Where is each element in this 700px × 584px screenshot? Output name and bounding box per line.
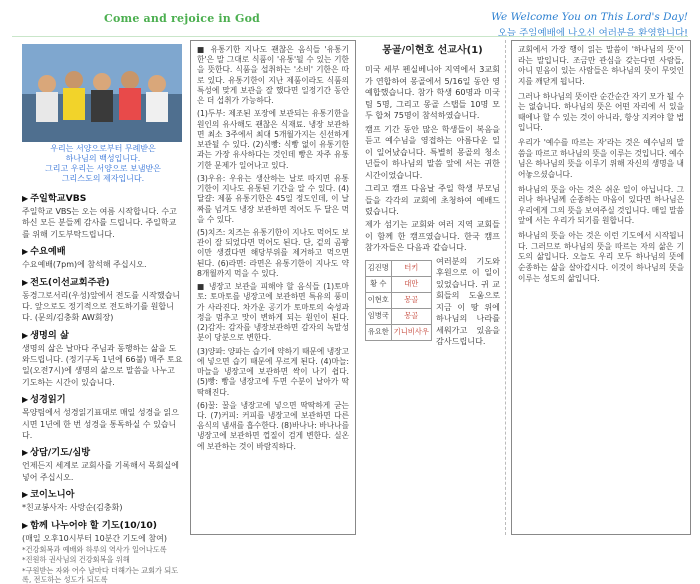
caption-line: 그리스도의 제자입니다. (61, 174, 145, 183)
news-body: (매일 오후10시부터 10분간 기도에 참여) (22, 533, 167, 543)
tips-paragraph: ■ 유통기한 지나도 괜찮은 음식들 '유통기한'은 말 그대로 식품이 '유통'될 수 있는 기한을 뜻한다. 식품을 섭취하는 '소비' 기한은 따로 있다. 유통기한이 지난 제품이라도 식품의 특성에 맞게 보관을 잘 했다면 일정기간 동안은 더 섭취가 가능하다. (197, 45, 349, 106)
caption-line: 하나님의 백성입니다. (65, 154, 141, 163)
roster-country: 몽골 (391, 292, 431, 308)
news-title: 코이노니아 (30, 489, 75, 501)
devotional-paragraph: 하나님의 뜻을 아는 것은 이런 기도에서 시작됩니다. 그러므로 하나님의 뜻을 따르는 자의 삶은 기도의 삶입니다. 오늘도 우리 모두 하나님의 뜻에 순종하는 삶을 살아갑시다. 이것이 하나님의 뜻을 이루는 성도의 삶입니다. (518, 231, 684, 283)
news-heading (22, 329, 184, 342)
tips-paragraph: ■ 냉장고 보관을 피해야 할 음식들 (1)토마토: 토마토를 냉장고에 보관하면 특유의 풍미가 사라진다. 차가운 공기가 토마토의 숙성과정을 멈추고 맛이 변하게 되는 원인이 된다. (2)감자: 감자를 냉장보관하면 감자의 녹말성분이 당분으로 변한다. (197, 282, 349, 343)
triangle-bullet-icon: ▶ (22, 247, 29, 257)
news-body: 주일학교 VBS는 오는 여름 시작합니다. 수고하신 모든 분들께 감사를 드립니다. 주일학교를 위해 기도부탁드립니다. (22, 207, 177, 239)
news-heading (22, 393, 184, 406)
missionary-report (365, 40, 500, 535)
triangle-bullet-icon: ▶ (22, 330, 29, 340)
news-body: 생명의 삶은 날마다 주님과 동행하는 삶을 도와드립니다. (정기구독 1년에 66불) 매주 토요일(오전7시)에 생명의 삶으로 말씀을 나누고 기도하는 시간이 있습니다. (22, 343, 183, 387)
news-title: 전도(이선교회주관) (30, 276, 110, 288)
news-title: 주일학교VBS (30, 193, 87, 204)
devotional-paragraph: 그러나 하나님의 뜻이란 순간순간 자기 모가 될 수는 없습니다. 하나님의 뜻은 어떤 자리에 서 있을 때에나 할 수 있는 것이 아니라, 항상 지켜야 할 법입니다. (518, 91, 684, 133)
news-body: 수요예배(7pm)에 참석해 주십시오. (22, 260, 147, 270)
health-tips-box (190, 40, 356, 535)
roster-name: 김진명 (366, 260, 392, 276)
devotional-paragraph: 하나님의 뜻을 아는 것은 쉬운 일이 아닙니다. 그러나 하나님께 순종하는 마음이 있다면 하나님은 우리에게 그의 뜻을 보여주실 것입니다. 매일 말씀 앞에 서는 우리가 되기를 원합니다. (518, 184, 684, 226)
devotional-paragraph: 우리가 '예수를 따르는 자'라는 것은 예수님의 말씀을 따르고 하나님의 뜻을 이루는 것입니다. 예수님은 하나님의 뜻을 이루기 위해 자신의 생명을 내어놓으셨습니다. (518, 138, 684, 179)
header-title: Come and rejoice in God (104, 12, 261, 25)
tips-paragraph: (1)두부: 제조된 포장에 보관되는 유통기한을 원인의 유사해도 괜찮은 식재료. 냉장 보관하면 최소 3주에서 최대 5개월가지는 신선하게 보관될 수 있다. (2)식빵: 식빵 없이 유통기한과는 가장 유사하다는 것인데 빵은 자주 유통기한 문제가 일어나고 있다. (197, 109, 349, 170)
triangle-bullet-icon: ▶ (22, 395, 29, 405)
news-title: 성경읽기 (30, 394, 66, 406)
news-heading (22, 276, 184, 289)
roster-country: 기니비사우 (391, 324, 431, 340)
roster-name: 황 수 (366, 276, 392, 292)
devotional-box (511, 40, 691, 535)
news-heading (22, 192, 184, 205)
welcome-banner (491, 11, 688, 39)
news-body: *친교봉사자: 사랑순(김충화) (22, 503, 123, 513)
missionary-roster-table (365, 260, 432, 341)
news-title: 함께 나누어야 할 기도(10/10) (30, 519, 157, 531)
roster-country: 대만 (391, 276, 431, 292)
news-heading (22, 245, 184, 258)
bulletin-header (0, 0, 700, 40)
triangle-bullet-icon: ▶ (22, 520, 29, 530)
welcome-english: We Welcome You on This Lord's Day! (491, 11, 688, 23)
news-heading (22, 488, 184, 501)
missionary-title: 몽골/이현호 선교사(1) (382, 45, 483, 56)
table-row (366, 276, 432, 292)
triangle-bullet-icon: ▶ (22, 194, 29, 203)
group-photo (22, 44, 182, 142)
prayer-note: *진원하 권사님의 건강회복을 위해 (22, 555, 130, 565)
table-row (366, 308, 432, 324)
header-divider (12, 36, 688, 37)
report-paragraph: 그리고 캠프 다음날 주일 학생 부모님들을 각각의 교회에 초청하여 예배드렸습니다. (365, 183, 500, 216)
news-body: 목양팀에서 성경읽기표대로 매일 성경을 읽으시면 1년에 한 번 성경을 통독하실 수 있습니다. (22, 408, 180, 440)
news-body: 언제든지 세계로 교회사를 기록해서 목회실에 넣어 주십시오. (22, 461, 180, 482)
welcome-korean: 오늘 주일예배에 나오신 여러분을 환영합니다! (497, 28, 688, 39)
group-photo-illustration (22, 44, 182, 142)
report-paragraph: 제가 섬기는 교회와 여러 지역 교회들이 함께 한 캠프였습니다. 한국 캠프 참가자들은 다음과 같습니다. (365, 219, 500, 253)
photo-caption (22, 144, 184, 184)
table-row (366, 292, 432, 308)
table-row (366, 260, 432, 276)
news-column (22, 44, 184, 584)
caption-line: 우리는 서양으로부터 무례받은 (50, 144, 156, 153)
caption-line: 그리고 우리는 서양으로 보냄받은 (45, 164, 161, 173)
news-title: 생명의 삶 (30, 329, 69, 341)
news-heading (22, 446, 184, 459)
report-paragraph: 여러분의 기도와 후원으로 이 일이 있었습니다. 귀 교회들의 도움으로 지금 이 땅 위에 하나님의 나라를 세워가고 있음을 감사드립니다. (436, 255, 500, 347)
devotional-paragraph: 교회에서 가장 행이 읽는 말씀이 '하나님의 뜻'이라는 말입니다. 조금만 관심을 갖는다면 사람들, 아니 믿음이 있는 사람들은 하나님의 뜻이 무엇인지를 깨닫게 됩니다. (518, 45, 684, 86)
roster-country: 터키 (391, 260, 431, 276)
roster-country: 몽골 (391, 308, 431, 324)
table-row (366, 324, 432, 340)
prayer-note: *구원받는 자와 어수 날마다 더해가는 교회가 되도록, 전도하는 성도가 되도록 (22, 565, 179, 584)
triangle-bullet-icon: ▶ (22, 490, 29, 500)
tips-paragraph: (3)양파: 양파는 습기에 약하기 때문에 냉장고에 넣으면 습기 때문에 무르게 된다. (4)마늘: 마늘을 냉장고에 보관하면 싹이 나기 쉽다. (5)빵: 빵을 냉장고에 두면 수분이 날아가 딱딱해진다. (197, 346, 349, 397)
news-title: 수요예배 (30, 246, 66, 258)
column-divider (505, 40, 506, 535)
tips-paragraph: (3)우유: 우유는 생산하는 날로 따지면 유통 기한이 지나도 유통된 기간을 알 수 있다. (4)달걀: 제품 유통기한은 45일 정도인데, 이 날짜를 넘겨도 냉장 보관하면 적어도 두 달은 먹을 수 있다. (197, 173, 349, 224)
news-heading (22, 519, 184, 532)
roster-name: 임병국 (366, 308, 392, 324)
roster-name: 유요한 (366, 324, 392, 340)
roster-name: 이현호 (366, 292, 392, 308)
news-title: 상담/기도/심방 (30, 447, 91, 459)
report-paragraph: 캠프 기간 동안 많은 학생들이 복음을 듣고 예수님을 영접하는 아름다운 일이 일어났습니다. 특별히 몽골의 청소년들이 하나님의 말씀 앞에 서는 귀한 시간이었습니다. (365, 123, 500, 180)
triangle-bullet-icon: ▶ (22, 277, 29, 287)
triangle-bullet-icon: ▶ (22, 448, 29, 458)
news-body: 동경그로서리(우성)앞에서 전도를 시작했습니다. 앞으로도 정기적으로 전도하기를 원합니다. (문의/김충화 AW회장) (22, 290, 181, 323)
prayer-note: *건강회복과 예배와 하루의 역사가 일어나도록 (22, 544, 167, 554)
tips-paragraph: (6)꿀: 꿀을 냉장고에 넣으면 딱딱하게 굳는다. (7)커피: 커피를 냉장고에 보관하면 다른 음식의 냄새를 흡수한다. (8)바나나: 바나나를 냉장고에 보관하면 껍질이 검게 변한다. 실온에 보관하는 것이 바람직하다. (197, 400, 349, 451)
church-news-list (22, 192, 184, 584)
report-paragraph: 미국 세부 펜실베니아 지역에서 3교회가 연합하여 몽골에서 5/16일 동안 영예합했습니다. 참가 학생 60명과 미국 팀 5명, 그리고 몽골 스탭들 10명 모두 합쳐 75명이 참석하였습니다. (365, 64, 500, 121)
tips-paragraph: (5)치즈: 치즈는 유통기한이 지나도 먹어도 보관이 잘 되었다면 먹어도 된다. 단, 겉의 곰팡이만 생겼다면 해당부위를 제거하고 먹으면 된다. (6)라면: 라면은 유통기한이 지나도 약 8개월까지 먹을 수 있다. (197, 227, 349, 278)
